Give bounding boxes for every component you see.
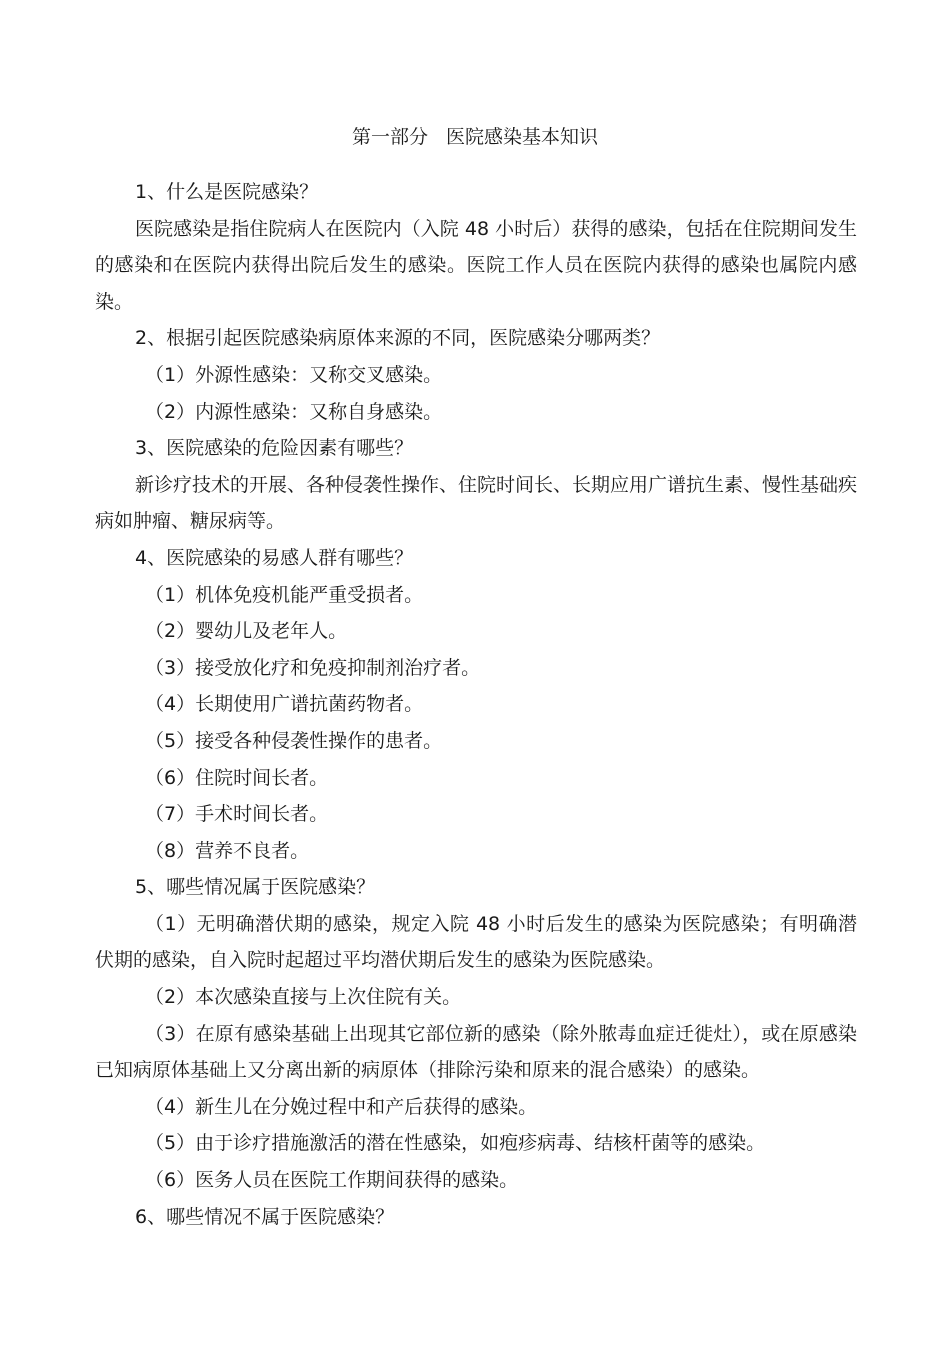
document-body (95, 174, 857, 1235)
question-1: 1、什么是医院感染？ (135, 181, 319, 203)
answer-4-item-4: （4）长期使用广谱抗菌药物者。 (145, 693, 424, 716)
question-6: 6、哪些情况不属于医院感染？ (135, 1205, 395, 1228)
question-5: 5、哪些情况属于医院感染？ (135, 876, 376, 899)
answer-3: 新诊疗技术的开展、各种侵袭性操作、住院时间长、长期应用广谱抗生素、慢性基础疾病如肿瘤、糖尿病等。 (95, 473, 858, 533)
answer-4-item-2: （2）婴幼儿及老年人。 (145, 620, 348, 643)
question-3: 3、医院感染的危险因素有哪些？ (135, 437, 414, 460)
answer-2-item-2: （2）内源性感染：又称自身感染。 (145, 400, 443, 423)
answer-5-item-6: （6）医务人员在医院工作期间获得的感染。 (145, 1169, 519, 1192)
question-2: 2、根据引起医院感染病原体来源的不同，医院感染分哪两类？ (135, 327, 661, 350)
answer-4-item-5: （5）接受各种侵袭性操作的患者。 (145, 729, 443, 752)
answer-4-item-8: （8）营养不良者。 (145, 839, 310, 862)
answer-5-item-2: （2）本次感染直接与上次住院有关。 (145, 986, 462, 1009)
answer-2-item-1: （1）外源性感染：又称交叉感染。 (145, 363, 443, 386)
answer-4-item-3: （3）接受放化疗和免疫抑制剂治疗者。 (145, 656, 481, 679)
answer-5-item-3: （3）在原有感染基础上出现其它部位新的感染（除外脓毒血症迁徙灶），或在原感染已知病原体基础上又分离出新的病原体（排除污染和原来的混合感染）的感染。 (95, 1022, 857, 1082)
answer-4-item-7: （7）手术时间长者。 (145, 803, 329, 826)
answer-4-item-6: （6）住院时间长者。 (145, 766, 329, 789)
answer-5-item-4: （4）新生儿在分娩过程中和产后获得的感染。 (145, 1095, 538, 1118)
answer-1: 医院感染是指住院病人在医院内（入院 48 小时后）获得的感染，包括在住院期间发生的感染和在医院内获得出院后发生的感染。医院工作人员在医院内获得的感染也属院内感染。 (95, 217, 857, 313)
answer-4-item-1: （1）机体免疫机能严重受损者。 (145, 583, 424, 606)
document-title: 第一部分 医院感染基本知识 (351, 126, 599, 148)
question-4: 4、医院感染的易感人群有哪些？ (135, 546, 414, 569)
answer-5-item-1: （1）无明确潜伏期的感染，规定入院 48 小时后发生的感染为医院感染；有明确潜伏期的感染，自入院时起超过平均潜伏期后发生的感染为医院感染。 (95, 912, 857, 972)
answer-5-item-5: （5）由于诊疗措施激活的潜在性感染，如疱疹病毒、结核杆菌等的感染。 (145, 1132, 766, 1155)
